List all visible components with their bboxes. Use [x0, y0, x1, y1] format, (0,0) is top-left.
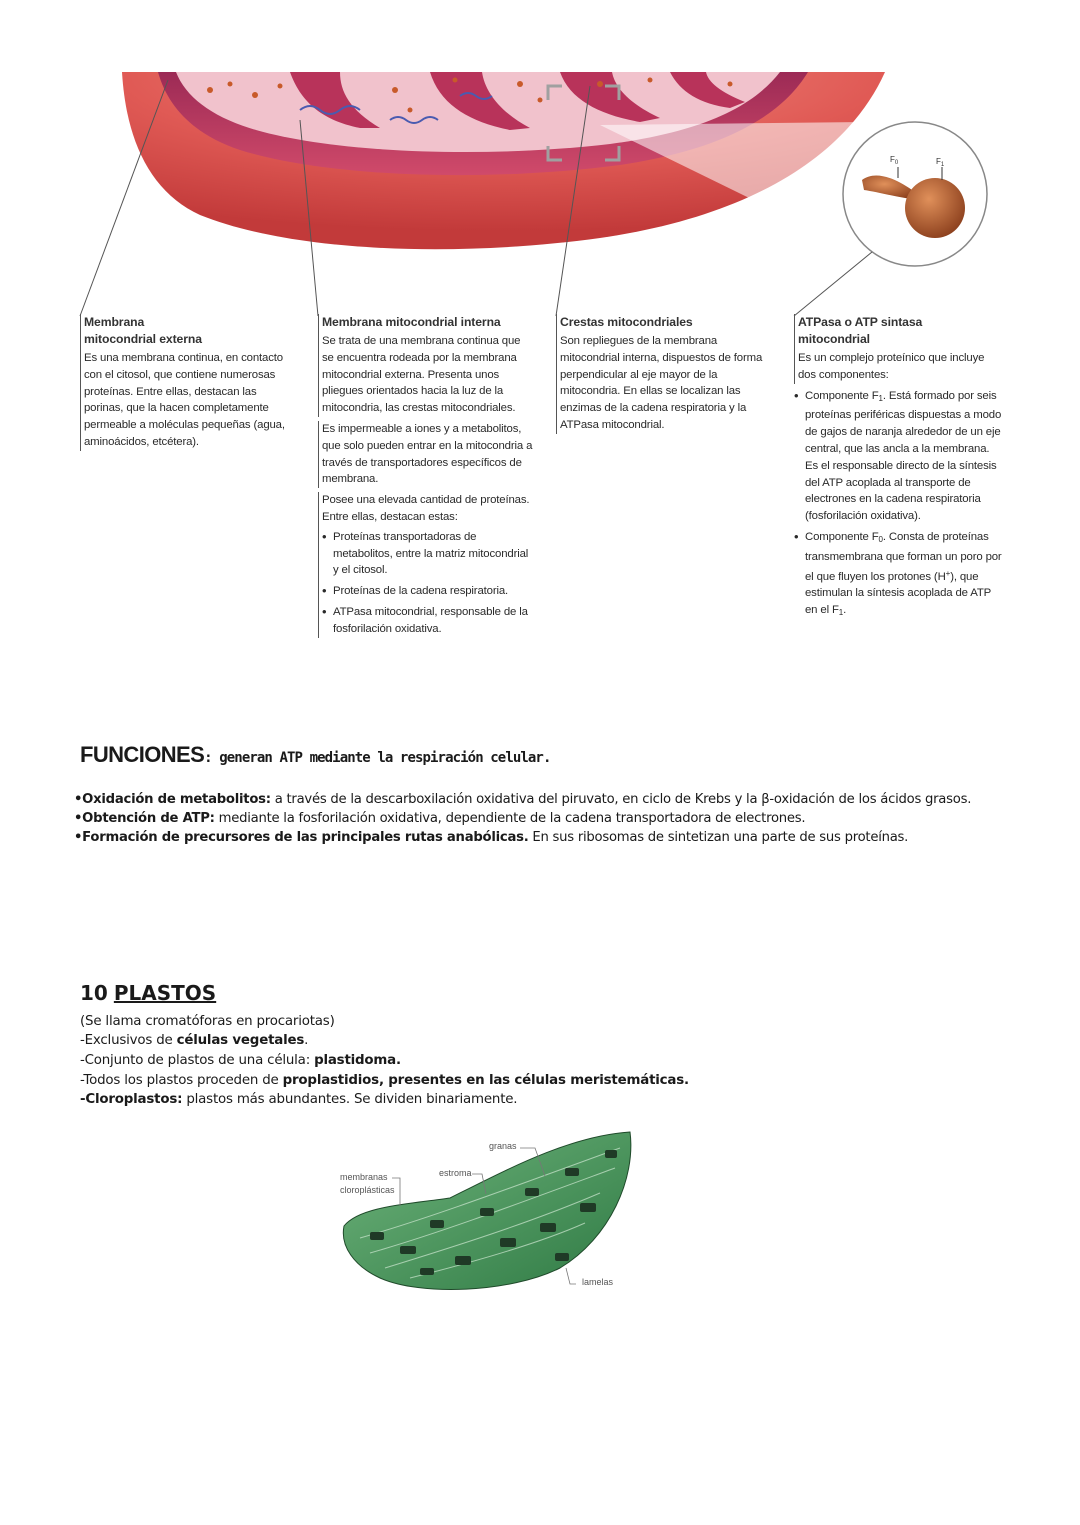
annotation-text: Son repliegues de la membrana mitocondrial interna, dispuestos de forma perpendicular al eje mayor de la mitocondria. En ellas se localizan las enzimas de la cadena respiratoria y la ATPasa mitocondrial. [560, 335, 763, 431]
f0-label: $F_0$ [890, 155, 899, 166]
annotation-text: Es impermeable a iones y a metabolitos, que solo pueden entrar en la mitocondria a través de transportadores específicos de membrana. [322, 422, 533, 486]
section-title: 10 PLASTOS [80, 981, 217, 1005]
annotation-text: Se trata de una membrana continua que se encuentra rodeada por la membrana mitocondrial externa. Presenta unos pliegues orientados hacia la luz de la mitocondria, las crestas mitocondriales. [322, 335, 521, 415]
annotation-text: Es un complejo proteínico que incluye dos componentes: [798, 352, 985, 381]
label-granas: granas [489, 1141, 517, 1151]
plastos-line: -Cloroplastos: plastos más abundantes. Se dividen binariamente. [80, 1092, 518, 1107]
plastos-line: -Todos los plastos proceden de proplastidios, presentes en las células meristemáticas. [80, 1073, 689, 1088]
list-item: • Proteínas transportadoras de metabolitos, entre la matriz mitocondrial y el citosol. [322, 529, 533, 579]
annotation-text: Es una membrana continua, en contacto con el citosol, que contiene numerosas proteínas. Entre ellas, destacan las porinas, que la hacen completamente permeable a moléculas pequeñas (agua, aminoácidos, etcétera). [84, 352, 285, 448]
plastos-line: -Exclusivos de células vegetales. [80, 1033, 309, 1048]
annotation-inner-membrane [318, 314, 533, 642]
chloroplast-illustration [330, 1128, 650, 1298]
list-item: • Proteínas de la cadena respiratoria. [322, 583, 533, 600]
function-item: •Formación de precursores de las principales rutas anabólicas. En sus ribosomas de sintetizan una parte de sus proteínas. [74, 830, 909, 845]
atpase-head [905, 178, 965, 238]
protein-list [322, 529, 533, 638]
label-estroma: estroma [439, 1168, 472, 1178]
list-item: • ATPasa mitocondrial, responsable de la fosforilación oxidativa. [322, 604, 533, 638]
annotation-text: Posee una elevada cantidad de proteínas. Entre ellas, destacan estas: [322, 494, 530, 523]
f1-label: $F_1$ [936, 157, 945, 168]
annotation-outer-membrane [80, 314, 295, 451]
plastos-line: -Conjunto de plastos de una célula: plastidoma. [80, 1053, 401, 1068]
funciones-subtitle: : generan ATP mediante la respiración celular. [204, 750, 551, 766]
funciones-heading [80, 742, 551, 768]
annotation-atpase [794, 314, 1004, 626]
annotation-title: Crestas mitocondriales [560, 315, 693, 329]
annotation-title: Membrana mitocondrial interna [322, 315, 501, 329]
list-item-f1: • Componente $F_1$. Está formado por seis proteínas periféricas dispuestas a modo de gajos de naranja alrededor de un eje central, que las ancla a la membrana. Es el responsable directo de la síntesis del ATP acoplada al transporte de electrones en la cadena respiratoria (fosforilación oxidativa). [794, 388, 1004, 525]
mitochondrion-illustration [0, 0, 1080, 320]
component-list [794, 388, 1004, 622]
annotation-title: Membrana mitocondrial externa [84, 315, 202, 346]
annotation-title: ATPasa o ATP sintasa mitocondrial [798, 315, 923, 346]
function-item: •Obtención de ATP: mediante la fosforilación oxidativa, dependiente de la cadena transportadora de electrones. [74, 811, 806, 826]
funciones-title: FUNCIONES [80, 742, 205, 767]
label-membranas: membranas cloroplásticas [340, 1172, 395, 1195]
plastos-line: (Se llama cromatóforas en procariotas) [80, 1014, 335, 1029]
annotation-cristae [556, 314, 771, 434]
label-lamelas: lamelas [582, 1277, 614, 1287]
list-item-f0: • Componente $F_0$. Consta de proteínas transmembrana que forman un poro por el que fluyen los protones (H+), que estimulan la síntesis acoplada de ATP en el $F_1$. [794, 529, 1004, 622]
function-item: •Oxidación de metabolitos: a través de la descarboxilación oxidativa del piruvato, en ciclo de Krebs y la β-oxidación de los ácidos grasos. [74, 792, 972, 807]
